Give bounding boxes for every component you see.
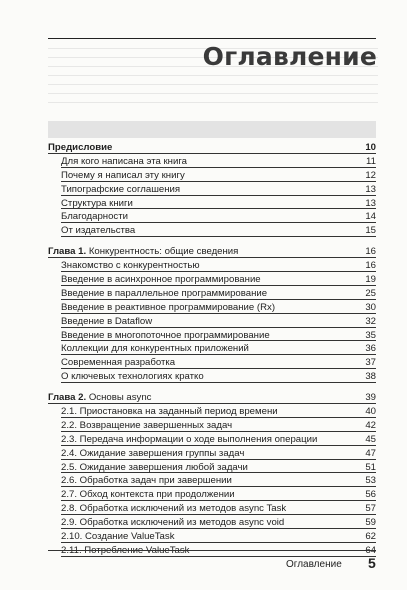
toc-entry[interactable] xyxy=(48,329,376,343)
toc-preface[interactable] xyxy=(48,141,376,155)
toc-entry[interactable] xyxy=(48,197,376,211)
toc-entry-label: 2.3. Передача информации о ходе выполнения операции xyxy=(61,433,318,445)
chapter-1-title: Конкурентность: общие сведения xyxy=(86,246,239,258)
toc-entry[interactable] xyxy=(48,502,376,516)
toc-entry-page: 57 xyxy=(365,503,376,515)
toc-entry[interactable] xyxy=(48,461,376,475)
toc-entry-label: Для кого написана эта книга xyxy=(61,155,187,167)
chapter-2-page: 39 xyxy=(365,392,376,404)
toc-entry-page: 37 xyxy=(365,357,376,369)
toc-entry[interactable] xyxy=(48,488,376,502)
toc-entry[interactable] xyxy=(48,342,376,356)
toc-entry[interactable] xyxy=(48,155,376,169)
toc-entry-page: 62 xyxy=(365,531,376,543)
page-number: 5 xyxy=(368,555,376,571)
toc-entry-page: 40 xyxy=(365,406,376,418)
toc-entry[interactable] xyxy=(48,210,376,224)
toc-entry[interactable] xyxy=(48,474,376,488)
toc-entry[interactable] xyxy=(48,224,376,238)
toc-entry-label: Коллекции для конкурентных приложений xyxy=(61,343,249,355)
toc-entry-label: 2.1. Приостановка на заданный период времени xyxy=(61,406,278,418)
toc-entry-page: 56 xyxy=(365,489,376,501)
toc-entry[interactable] xyxy=(48,287,376,301)
toc-entry-label: Введение в многопоточное программирование xyxy=(61,329,270,341)
toc-entry-label: 2.2. Возвращение завершенных задач xyxy=(61,419,233,431)
toc-entry-page: 42 xyxy=(365,419,376,431)
toc-entry-page: 11 xyxy=(366,155,376,167)
top-rule xyxy=(48,38,376,39)
toc-entry-label: Почему я написал эту книгу xyxy=(61,169,185,181)
page-title: Оглавление xyxy=(202,42,377,71)
toc-entry-label: Введение в Dataflow xyxy=(61,315,153,327)
toc-entry-page: 15 xyxy=(365,225,376,237)
toc-entry-page: 53 xyxy=(365,475,376,487)
toc-entry-page: 51 xyxy=(365,461,376,473)
table-of-contents xyxy=(48,141,376,558)
toc-entry[interactable] xyxy=(48,447,376,461)
toc-entry-page: 36 xyxy=(365,343,376,355)
toc-entry-label: 2.5. Ожидание завершения любой задачи xyxy=(61,461,248,473)
toc-entry[interactable] xyxy=(48,301,376,315)
toc-entry-label: 2.10. Создание ValueTask xyxy=(61,531,175,543)
toc-entry-label: Введение в асинхронное программирование xyxy=(61,274,261,286)
toc-entry-page: 38 xyxy=(365,371,376,383)
toc-entry-page: 13 xyxy=(365,197,376,209)
toc-entry-page: 45 xyxy=(365,433,376,445)
title-band xyxy=(48,121,376,138)
toc-chapter-1[interactable] xyxy=(48,245,376,259)
toc-entry-page: 16 xyxy=(365,260,376,272)
footer-label: Оглавление xyxy=(286,559,342,570)
toc-entry-page: 12 xyxy=(365,169,376,181)
toc-entry-page: 35 xyxy=(365,329,376,341)
toc-entry-page: 19 xyxy=(365,274,376,286)
toc-entry-label: Введение в реактивное программирование (Rx) xyxy=(61,301,276,313)
toc-entry-label: Современная разработка xyxy=(61,357,176,369)
toc-entry[interactable] xyxy=(48,530,376,544)
toc-entry[interactable] xyxy=(48,356,376,370)
toc-entry-page: 25 xyxy=(365,287,376,299)
toc-entry[interactable] xyxy=(48,516,376,530)
toc-entry-page: 13 xyxy=(365,183,376,195)
toc-entry[interactable] xyxy=(48,370,376,384)
toc-entry-label: Структура книги xyxy=(61,197,133,209)
toc-entry[interactable] xyxy=(48,273,376,287)
toc-entry[interactable] xyxy=(48,405,376,419)
toc-entry[interactable] xyxy=(48,315,376,329)
toc-preface-label: Предисловие xyxy=(48,142,113,153)
toc-preface-page: 10 xyxy=(365,142,376,153)
toc-entry-label: Знакомство с конкурентностью xyxy=(61,260,200,272)
toc-entry-label: Типографские соглашения xyxy=(61,183,181,195)
toc-entry[interactable] xyxy=(48,183,376,197)
toc-chapter-2[interactable] xyxy=(48,391,376,405)
toc-entry[interactable] xyxy=(48,419,376,433)
toc-entry[interactable] xyxy=(48,169,376,183)
toc-entry-label: 2.7. Обход контекста при продолжении xyxy=(61,489,235,501)
toc-entry-page: 32 xyxy=(365,315,376,327)
toc-entry-label: 2.4. Ожидание завершения группы задач xyxy=(61,447,245,459)
toc-entry-page: 47 xyxy=(365,447,376,459)
toc-entry-page: 14 xyxy=(365,211,376,223)
chapter-1-prefix: Глава 1. xyxy=(48,246,87,258)
toc-entry-label: Благодарности xyxy=(61,211,128,223)
chapter-2-title: Основы async xyxy=(86,392,152,404)
toc-entry[interactable] xyxy=(48,433,376,447)
toc-entry-page: 30 xyxy=(365,301,376,313)
toc-entry-label: От издательства xyxy=(61,225,136,237)
chapter-2-prefix: Глава 2. xyxy=(48,392,87,404)
toc-entry-label: Введение в параллельное программирование xyxy=(61,287,268,299)
bottom-rule xyxy=(48,550,376,551)
toc-entry-label: 2.9. Обработка исключений из методов async void xyxy=(61,517,285,529)
chapter-1-page: 16 xyxy=(365,246,376,258)
toc-entry-label: О ключевых технологиях кратко xyxy=(61,371,204,383)
toc-entry-label: 2.8. Обработка исключений из методов async Task xyxy=(61,503,287,515)
toc-entry-label: 2.6. Обработка задач при завершении xyxy=(61,475,232,487)
toc-entry[interactable] xyxy=(48,259,376,273)
toc-entry-page: 59 xyxy=(365,517,376,529)
